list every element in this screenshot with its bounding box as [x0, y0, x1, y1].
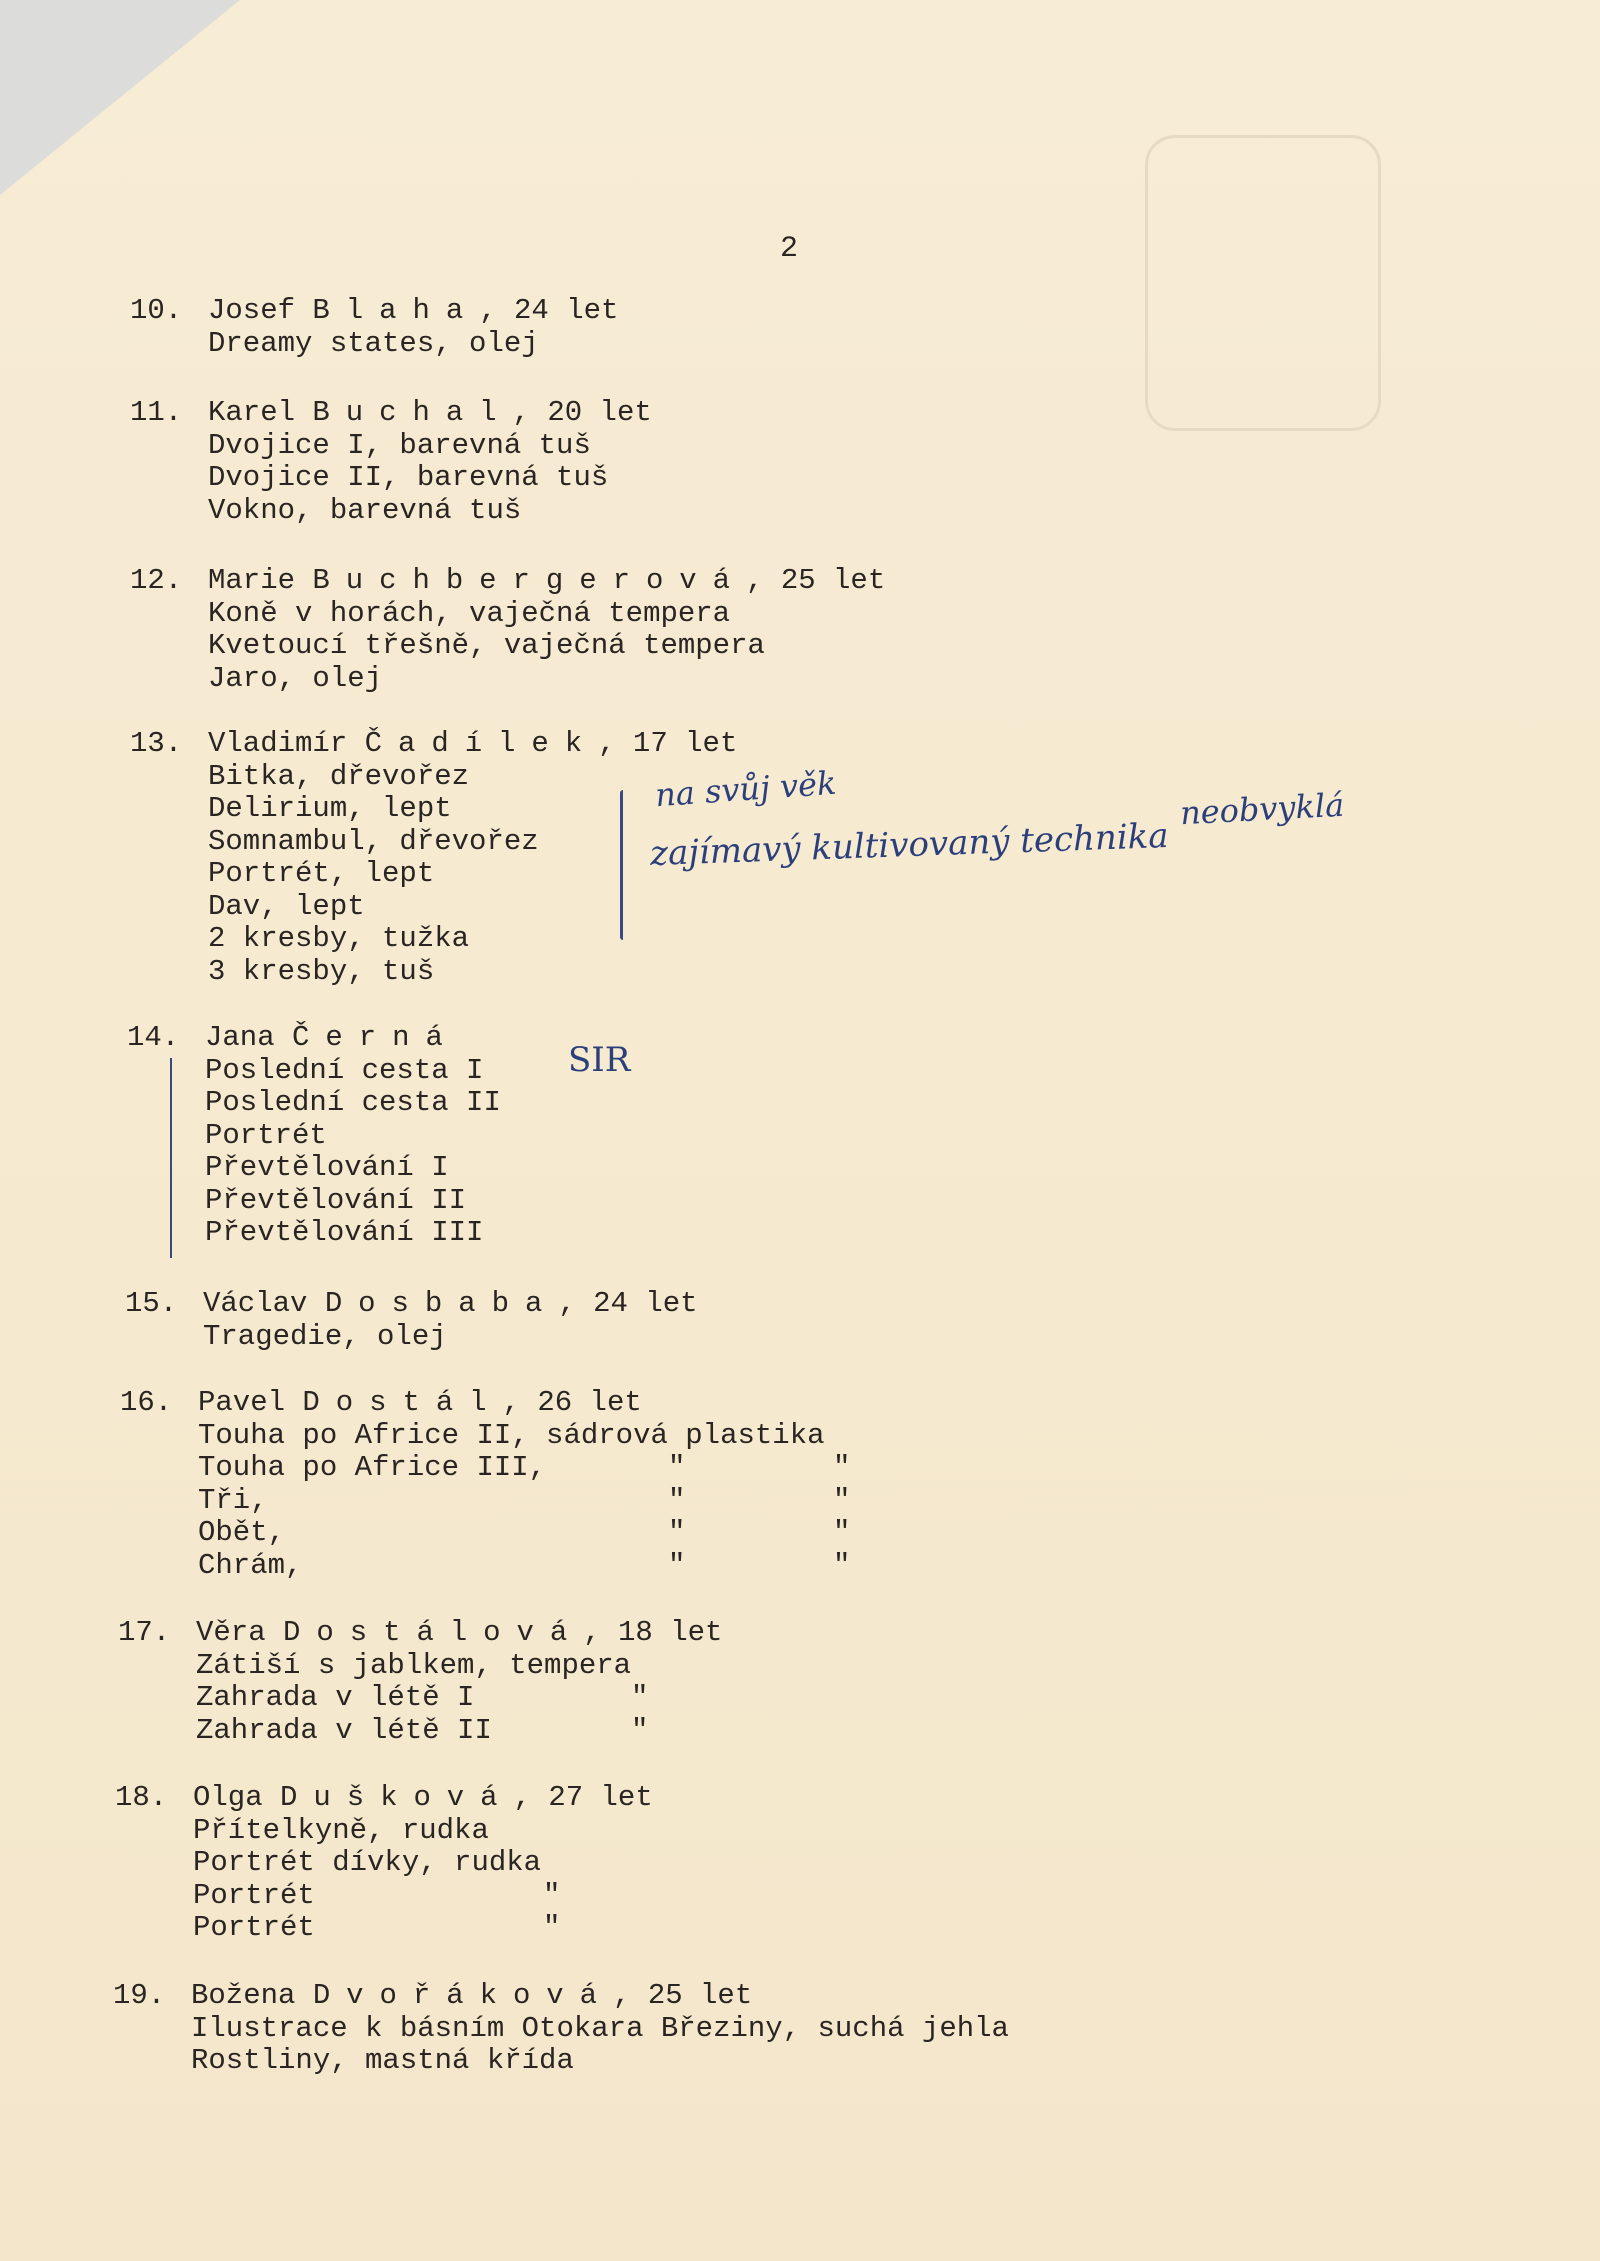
ditto-mark: " — [543, 1911, 561, 1944]
work-title: Zahrada v létě II — [196, 1713, 492, 1747]
work-item: Ilustrace k básním Otokara Březiny, suchá jehla — [191, 2011, 1009, 2045]
first-name: Josef — [208, 294, 296, 327]
first-name: Věra — [196, 1616, 266, 1649]
work-item: Koně v horách, vaječná tempera — [208, 596, 731, 630]
entry-number: 18. — [115, 1781, 168, 1814]
work-item: Tragedie, olej — [203, 1319, 447, 1353]
work-title: Touha po Africe III, — [198, 1451, 547, 1484]
age: , 25 let — [613, 1979, 753, 2012]
work-item: Převtělování I — [205, 1151, 449, 1184]
age: , 18 let — [583, 1616, 723, 1649]
entry-12 — [130, 565, 885, 695]
handwritten-bracket — [620, 790, 623, 940]
work-title: Portrét — [193, 1911, 315, 1944]
ditto-mark: " — [631, 1713, 649, 1747]
age: , 26 let — [502, 1386, 642, 1419]
work-item: Kvetoucí třešně, vaječná tempera — [208, 629, 765, 662]
entry-number: 11. — [130, 396, 183, 429]
first-name: Václav — [203, 1287, 308, 1320]
last-name: Čadílek — [364, 727, 599, 760]
age: , 24 let — [479, 294, 619, 327]
work-item: Somnambul, dřevořez — [208, 824, 539, 858]
entry-16 — [120, 1386, 851, 1582]
work-item: Zátiší s jablkem, tempera — [196, 1648, 632, 1682]
ditto-mark: " — [668, 1451, 686, 1484]
work-item: Dav, lept — [208, 889, 365, 923]
last-name: Buchal — [312, 396, 513, 429]
first-name: Božena — [191, 1979, 296, 2012]
handwritten-side-line — [170, 1058, 172, 1258]
work-item: Přítelkyně, rudka — [193, 1813, 489, 1847]
work-item-ditto — [198, 1548, 851, 1583]
age: , 27 let — [513, 1781, 653, 1814]
entry-10 — [130, 295, 618, 360]
last-name: Černá — [292, 1021, 459, 1054]
last-name: Dvořáková — [312, 1979, 614, 2012]
work-item: Bitka, dřevořez — [208, 759, 470, 793]
work-item: Portrét, lept — [208, 857, 435, 890]
ditto-mark: " — [668, 1548, 686, 1582]
handwritten-cerna-note: SIR — [568, 1040, 631, 1080]
first-name: Jana — [205, 1021, 275, 1054]
last-name: Dostál — [302, 1386, 503, 1419]
ditto-mark: " — [833, 1548, 851, 1582]
entry-number: 10. — [130, 294, 183, 327]
handwritten-note-line3: neobvyklá — [1179, 785, 1346, 833]
work-item: Jaro, olej — [208, 661, 383, 695]
entry-number: 13. — [130, 727, 183, 760]
work-title: Portrét — [193, 1878, 315, 1912]
ditto-mark: " — [631, 1681, 649, 1714]
entry-14 — [127, 1022, 501, 1250]
work-item-ditto — [198, 1451, 851, 1485]
entry-11 — [130, 397, 652, 527]
entry-number: 16. — [120, 1386, 173, 1419]
last-name: Dostálová — [283, 1616, 584, 1649]
entry-15 — [125, 1288, 698, 1353]
entry-number: 14. — [127, 1021, 180, 1054]
work-item: Vokno, barevná tuš — [208, 493, 522, 527]
ditto-mark: " — [833, 1451, 851, 1484]
first-name: Karel — [208, 396, 296, 429]
work-item: Poslední cesta II — [205, 1086, 501, 1119]
work-item: Poslední cesta I — [205, 1053, 484, 1087]
first-name: Olga — [193, 1781, 263, 1814]
work-item: Delirium, lept — [208, 792, 452, 825]
work-title: Tři, — [198, 1483, 268, 1517]
age: , 25 let — [746, 564, 886, 597]
entry-17 — [118, 1617, 722, 1747]
last-name: Buchbergerová — [312, 564, 747, 597]
age: , 24 let — [558, 1287, 698, 1320]
last-name: Dušková — [280, 1781, 514, 1814]
first-name: Pavel — [198, 1386, 286, 1419]
work-item: Dvojice I, barevná tuš — [208, 428, 591, 462]
first-name: Marie — [208, 564, 296, 597]
work-item: Dvojice II, barevná tuš — [208, 461, 609, 494]
handwritten-note-line1: na svůj věk — [653, 763, 838, 815]
page-number: 2 — [780, 232, 799, 266]
ditto-mark: " — [833, 1483, 851, 1517]
work-item-ditto — [198, 1483, 851, 1518]
ditto-mark: " — [668, 1483, 686, 1517]
work-item: Dreamy states, olej — [208, 326, 539, 360]
work-item: 3 kresby, tuš — [208, 954, 435, 988]
ditto-mark: " — [668, 1516, 686, 1549]
work-item-ditto — [198, 1516, 851, 1550]
work-title: Chrám, — [198, 1548, 303, 1582]
work-item: Převtělování II — [205, 1183, 467, 1217]
work-title: Zahrada v létě I — [196, 1681, 475, 1714]
work-item-ditto — [193, 1880, 653, 1913]
work-item-ditto — [196, 1715, 722, 1748]
ditto-mark: " — [543, 1878, 561, 1912]
entry-18 — [115, 1782, 653, 1945]
last-name: Blaha — [312, 294, 480, 327]
work-item-ditto — [193, 1912, 653, 1945]
work-item: Rostliny, mastná křída — [191, 2044, 574, 2077]
watermark-stamp — [1145, 135, 1381, 431]
entry-number: 19. — [113, 1979, 166, 2012]
entry-13 — [130, 728, 737, 988]
work-title: Obět, — [198, 1516, 286, 1549]
entry-19 — [113, 1980, 1009, 2078]
entry-number: 12. — [130, 564, 183, 597]
work-item-ditto — [196, 1682, 722, 1715]
ditto-mark: " — [833, 1516, 851, 1549]
work-item: Portrét dívky, rudka — [193, 1846, 542, 1879]
work-item: 2 kresby, tužka — [208, 922, 470, 955]
entry-number: 17. — [118, 1616, 171, 1649]
first-name: Vladimír — [208, 727, 348, 760]
work-item: Portrét — [205, 1118, 327, 1152]
work-item: Touha po Africe II, sádrová plastika — [198, 1418, 825, 1452]
handwritten-note-line2: zajímavý kultivovaný technika — [649, 815, 1170, 875]
folded-corner — [0, 0, 240, 195]
entry-number: 15. — [125, 1287, 178, 1320]
last-name: Dosbaba — [324, 1287, 559, 1320]
age: , 17 let — [598, 727, 738, 760]
work-item: Převtělování III — [205, 1216, 484, 1249]
age: , 20 let — [512, 396, 652, 429]
